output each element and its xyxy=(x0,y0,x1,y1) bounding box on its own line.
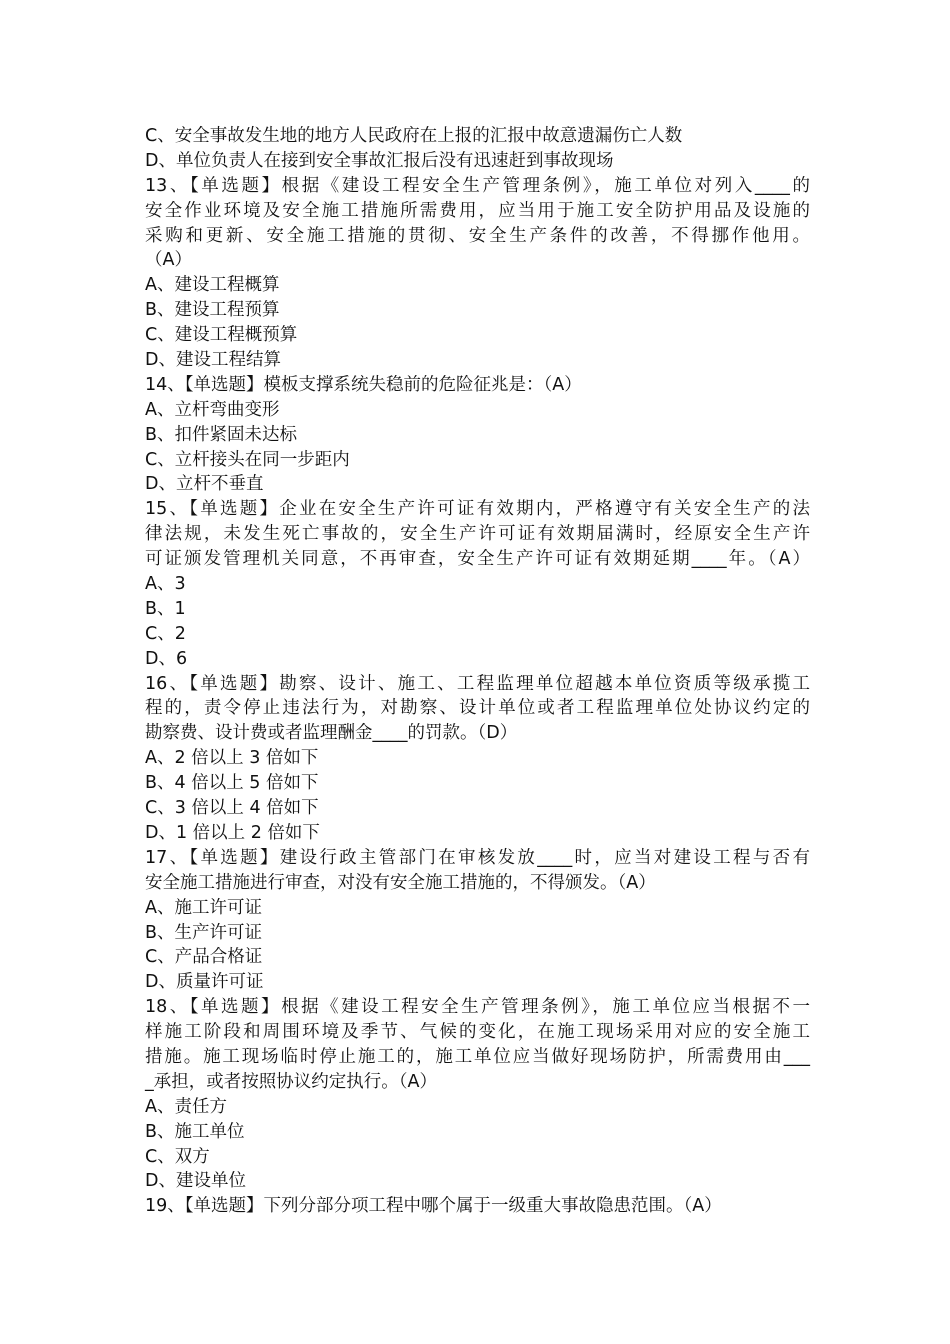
option-line: A、建设工程概算 xyxy=(145,275,280,296)
option-line: C、双方 xyxy=(145,1146,210,1167)
option-line: D、建设工程结算 xyxy=(145,350,281,371)
option-line: D、立杆不垂直 xyxy=(145,474,264,495)
option-line: B、施工单位 xyxy=(145,1121,245,1142)
question-text-line: 安全施工措施进行审查，对没有安全施工措施的，不得颁发。（A） xyxy=(145,872,656,893)
option-line: B、生产许可证 xyxy=(145,922,263,943)
answer-line: （A） xyxy=(145,250,192,271)
question-text-line: 18、【单选题】根据《建设工程安全生产管理条例》，施工单位应当根据不一 xyxy=(145,997,810,1018)
question-text-line: 17、【单选题】建设行政主管部门在审核发放____时，应当对建设工程与否有 xyxy=(145,847,810,868)
question-text-line: 样施工阶段和周围环境及季节、气候的变化，在施工现场采用对应的安全施工 xyxy=(145,1022,810,1043)
option-line: C、安全事故发生地的地方人民政府在上报的汇报中故意遗漏伤亡人数 xyxy=(145,126,683,146)
question-text-line: 15、【单选题】企业在安全生产许可证有效期内，严格遵守有关安全生产的法 xyxy=(145,499,810,520)
option-line: B、4 倍以上 5 倍如下 xyxy=(145,773,319,794)
option-line: A、3 xyxy=(145,574,186,595)
option-line: A、责任方 xyxy=(145,1096,227,1117)
option-line: D、质量许可证 xyxy=(145,972,264,993)
question-text-line: 14、【单选题】模板支撑系统失稳前的危险征兆是：（A） xyxy=(145,374,582,395)
question-text-line: 可证颁发管理机关同意，不再审查，安全生产许可证有效期延期____年。（A） xyxy=(145,549,810,570)
option-line: A、2 倍以上 3 倍如下 xyxy=(145,748,319,769)
option-line: B、1 xyxy=(145,598,186,619)
question-text-line: 措施。施工现场临时停止施工的，施工单位应当做好现场防护，所需费用由___ xyxy=(145,1046,810,1067)
option-line: A、立杆弯曲变形 xyxy=(145,399,280,420)
question-text-line: 16、【单选题】勘察、设计、施工、工程监理单位超越本单位资质等级承揽工 xyxy=(145,673,810,694)
option-line: C、产品合格证 xyxy=(145,947,263,968)
question-list xyxy=(145,124,810,1219)
option-line: C、立杆接头在同一步距内 xyxy=(145,449,350,470)
option-line: A、施工许可证 xyxy=(145,897,262,918)
option-line: C、3 倍以上 4 倍如下 xyxy=(145,798,319,819)
question-text-line: 采购和更新、安全施工措施的贯彻、安全生产条件的改善，不得挪作他用。 xyxy=(145,225,810,246)
option-line: D、1 倍以上 2 倍如下 xyxy=(145,822,320,843)
option-line: D、6 xyxy=(145,648,188,669)
question-text-line: 勘察费、设计费或者监理酬金____的罚款。（D） xyxy=(145,723,518,744)
option-line: D、建设单位 xyxy=(145,1171,246,1192)
option-line: D、单位负责人在接到安全事故汇报后没有迅速赶到事故现场 xyxy=(145,150,614,171)
question-text-line: 13、【单选题】根据《建设工程安全生产管理条例》，施工单位对列入____的 xyxy=(145,175,810,196)
question-text-line: 律法规，未发生死亡事故的，安全生产许可证有效期届满时，经原安全生产许 xyxy=(145,524,810,545)
option-line: B、建设工程预算 xyxy=(145,300,280,321)
option-line: C、建设工程概预算 xyxy=(145,325,298,346)
question-text-line: 安全作业环境及安全施工措施所需费用，应当用于施工安全防护用品及设施的 xyxy=(145,200,810,221)
question-text-line: 19、【单选题】下列分部分项工程中哪个属于一级重大事故隐患范围。（A） xyxy=(145,1196,722,1217)
option-line: B、扣件紧固未达标 xyxy=(145,424,298,445)
option-line: C、2 xyxy=(145,623,186,644)
question-text-line: _承担，或者按照协议约定执行。（A） xyxy=(145,1071,437,1092)
question-text-line: 程的，责令停止违法行为，对勘察、设计单位或者工程监理单位处协议约定的 xyxy=(145,698,810,719)
